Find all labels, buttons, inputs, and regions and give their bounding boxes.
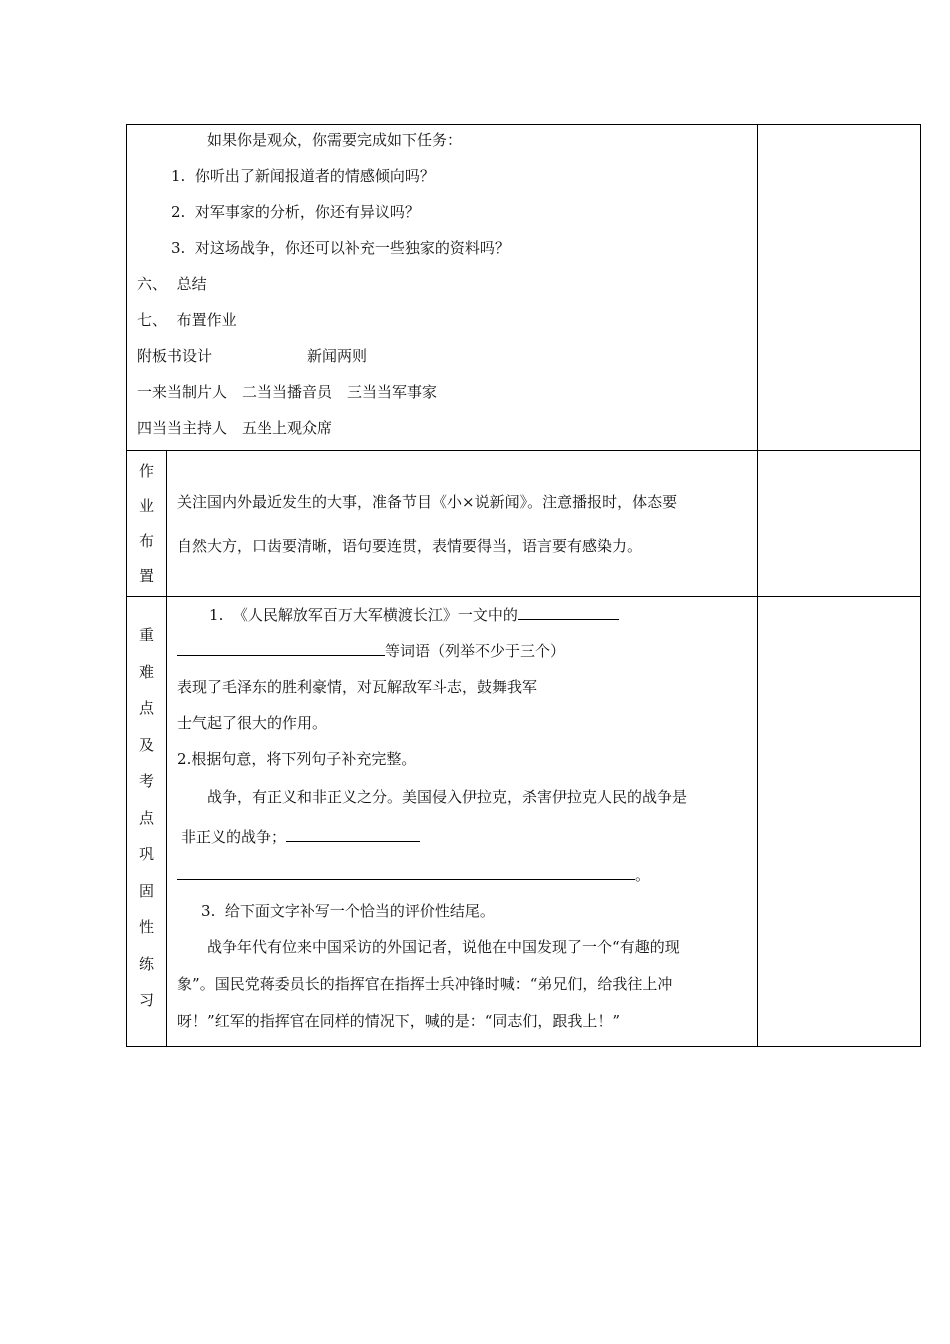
punctuation: 。 [635,866,651,884]
label-char: 考 [139,772,155,790]
section-number: 七、 [137,311,168,329]
question-text: 给下面文字补写一个恰当的评价性结尾。 [224,902,495,920]
question-text: 等词语（列举不少于三个） [385,642,566,660]
practice-content-cell [167,597,758,1047]
task-number: 1. [171,167,186,185]
section-number: 六、 [137,275,168,293]
label-char: 置 [139,567,155,585]
homework-label-cell [127,451,167,597]
answer-blank[interactable] [518,604,619,620]
practice-label [127,597,166,1019]
board-design-line: 四当当主持人 五坐上观众席 [137,419,333,437]
lesson-plan-table [126,124,921,1047]
answer-blank[interactable] [177,864,635,880]
task-text: 对军事家的分析，你还有异议吗？ [194,203,420,221]
task-item [127,158,757,194]
table-row [127,597,921,1047]
label-char: 布 [139,532,155,550]
question-number: 1. [209,606,224,624]
board-design-label: 附板书设计 [137,347,213,365]
label-char: 及 [139,735,155,754]
homework-label [127,451,166,594]
answer-blank[interactable] [286,826,420,842]
task-number: 3. [171,239,186,257]
homework-text: 关注国内外最近发生的大事，准备节目《小×说新闻》。注意播报时，体态要 [177,493,678,511]
teaching-process-cell [127,125,758,451]
answer-blank[interactable] [177,640,385,656]
section-heading [127,302,757,338]
question-2-answer [167,857,757,893]
question-text: 士气起了很大的作用。 [177,714,328,732]
homework-content-cell [167,451,758,597]
question-1 [167,597,757,633]
label-char: 重 [139,626,155,644]
task-item [127,194,757,230]
task-text: 你听出了新闻报道者的情感倾向吗？ [194,167,435,185]
section-heading [127,266,757,302]
label-char: 性 [139,918,155,936]
label-char: 点 [139,808,155,827]
notes-cell [757,451,920,597]
question-text: 《人民解放军百万大军横渡长江》一文中的 [232,606,518,624]
passage-text: 呀！”红军的指挥官在同样的情况下，喊的是：“同志们，跟我上！” [177,1012,621,1030]
label-char: 巩 [139,845,155,863]
notes-cell [757,597,920,1047]
label-char: 习 [139,991,155,1009]
passage-text: 战争年代有位来中国采访的外国记者，说他在中国发现了一个“有趣的现 [207,938,680,956]
label-char: 作 [139,462,155,480]
table-row [127,125,921,451]
passage-text: 象”。国民党蒋委员长的指挥官在指挥士兵冲锋时喊：“弟兄们，给我往上冲 [177,975,673,993]
audience-intro: 如果你是观众，你需要完成如下任务： [207,131,463,149]
board-design-title: 新闻两则 [307,347,368,365]
table-row [127,451,921,597]
task-text: 对这场战争，你还可以补充一些独家的资料吗？ [194,239,510,257]
question-number: 3. [201,902,216,920]
board-design-heading [127,338,757,374]
task-number: 2. [171,203,186,221]
practice-label-cell [127,597,167,1047]
homework-text: 自然大方，口齿要清晰，语句要连贯，表情要得当，语言要有感染力。 [177,537,643,555]
question-2-title: 2.根据句意，将下列句子补充完整。 [177,750,417,768]
label-char: 练 [139,954,155,973]
label-char: 难 [139,662,155,681]
question-text: 非正义的战争； [181,828,287,846]
label-char: 业 [139,497,155,515]
notes-cell [757,125,920,451]
section-title: 布置作业 [176,311,237,329]
label-char: 固 [139,881,155,900]
question-1-cont [167,633,757,669]
question-2-line [167,817,757,857]
question-text: 表现了毛泽东的胜利豪情，对瓦解敌军斗志，鼓舞我军 [177,678,538,696]
label-char: 点 [139,699,155,717]
task-item [127,230,757,266]
question-text: 战争，有正义和非正义之分。美国侵入伊拉克，杀害伊拉克人民的战争是 [207,788,688,806]
section-title: 总结 [176,275,207,293]
board-design-line: 一来当制片人 二当当播音员 三当当军事家 [137,383,438,401]
question-3-title [167,893,757,929]
